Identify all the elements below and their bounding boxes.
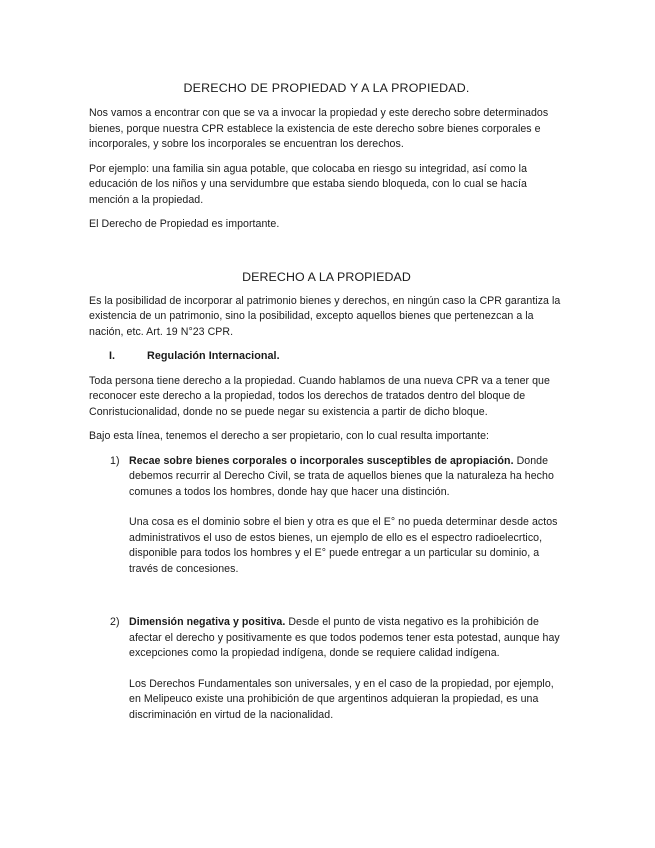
list-item-2-text: Desde el punto de vista negativo es la prohibición de afectar el derecho y positivamente es que todos podemos tener esta potestad, aunque hay excepciones como la propiedad indígena, donde se requiere calidad indígena. <box>129 616 560 659</box>
list-item-2-extra: Los Derechos Fundamentales son universales, y en el caso de la propiedad, por ejemplo, en Melipeuco existe una prohibición de que argentinos adquieran la propiedad, es una discriminación en virtud de la nacionalidad. <box>129 677 554 721</box>
list-item-1-text: Donde debemos recurrir al Derecho Civil, se trata de aquellos bienes que la naturaleza ha hecho comunes a todos los hombres, donde hay que hacer una distinción. <box>129 454 554 498</box>
list-spacer <box>89 586 564 615</box>
list-item-1 <box>89 454 564 578</box>
subheading-numeral: I. <box>109 350 116 362</box>
section-title: DERECHO A LA PROPIEDAD <box>242 269 411 284</box>
list-item-2 <box>89 615 564 723</box>
list-item-1-extra: Una cosa es el dominio sobre el bien y otra es que el E° no pueda determinar desde actos administrativos el uso de estos bienes, un ejemplo de ello es el espectro radioelecrtico, disponible para todos los hombres y el E° puede entregar a un particular su dominio, a través de concesiones. <box>129 516 558 575</box>
list-item-1-bold: Recae sobre bienes corporales o incorporales susceptibles de apropiación. <box>129 454 514 467</box>
list-body-1 <box>129 454 564 578</box>
list-marker-2: 2) <box>110 616 120 628</box>
sub-paragraph-1: Toda persona tiene derecho a la propiedad. Cuando hablamos de una nueva CPR va a tener que reconocer este derecho a la propiedad, todos los derechos de tratados dentro del bloque de Conristucionalidad, donde no se puede negar su existencia a partir de dicho bloque. <box>89 374 550 418</box>
list-item-2-main <box>129 615 564 662</box>
list-body-2 <box>129 615 564 723</box>
intro-paragraph-2: Por ejemplo: una familia sin agua potable, que colocaba en riesgo su integridad, así como la educación de los niños y una servidumbre que estaba siendo bloqueda, con lo cual se hacía mención a la propiedad. <box>89 162 528 206</box>
subheading-label: Regulación Internacional. <box>147 350 280 362</box>
intro-paragraph-1: Nos vamos a encontrar con que se va a invocar la propiedad y este derecho sobre determinados bienes, porque nuestra CPR establece la existencia de este derecho sobre bienes corporales e incorporales, y sobre los incorporales se encuentran los derechos. <box>89 107 549 150</box>
document-content <box>89 80 564 732</box>
list-item-2-bold: Dimensión negativa y positiva. <box>129 616 286 628</box>
intro-paragraph-3: El Derecho de Propiedad es importante. <box>89 218 280 230</box>
sub-paragraph-2: Bajo esta línea, tenemos el derecho a ser propietario, con lo cual resulta importante: <box>89 430 490 442</box>
list-marker-1: 1) <box>110 454 120 467</box>
section-paragraph: Es la posibilidad de incorporar al patrimonio bienes y derechos, en ningún caso la CPR garantiza la existencia de un patrimonio, sino la posibilidad, excepto aquellos bienes que pertenezcan a la nación, etc. Art. 19 N°23 CPR. <box>89 294 561 338</box>
document-title: DERECHO DE PROPIEDAD Y A LA PROPIEDAD. <box>183 81 470 95</box>
list-item-1-main <box>129 454 564 501</box>
subheading <box>89 349 564 365</box>
